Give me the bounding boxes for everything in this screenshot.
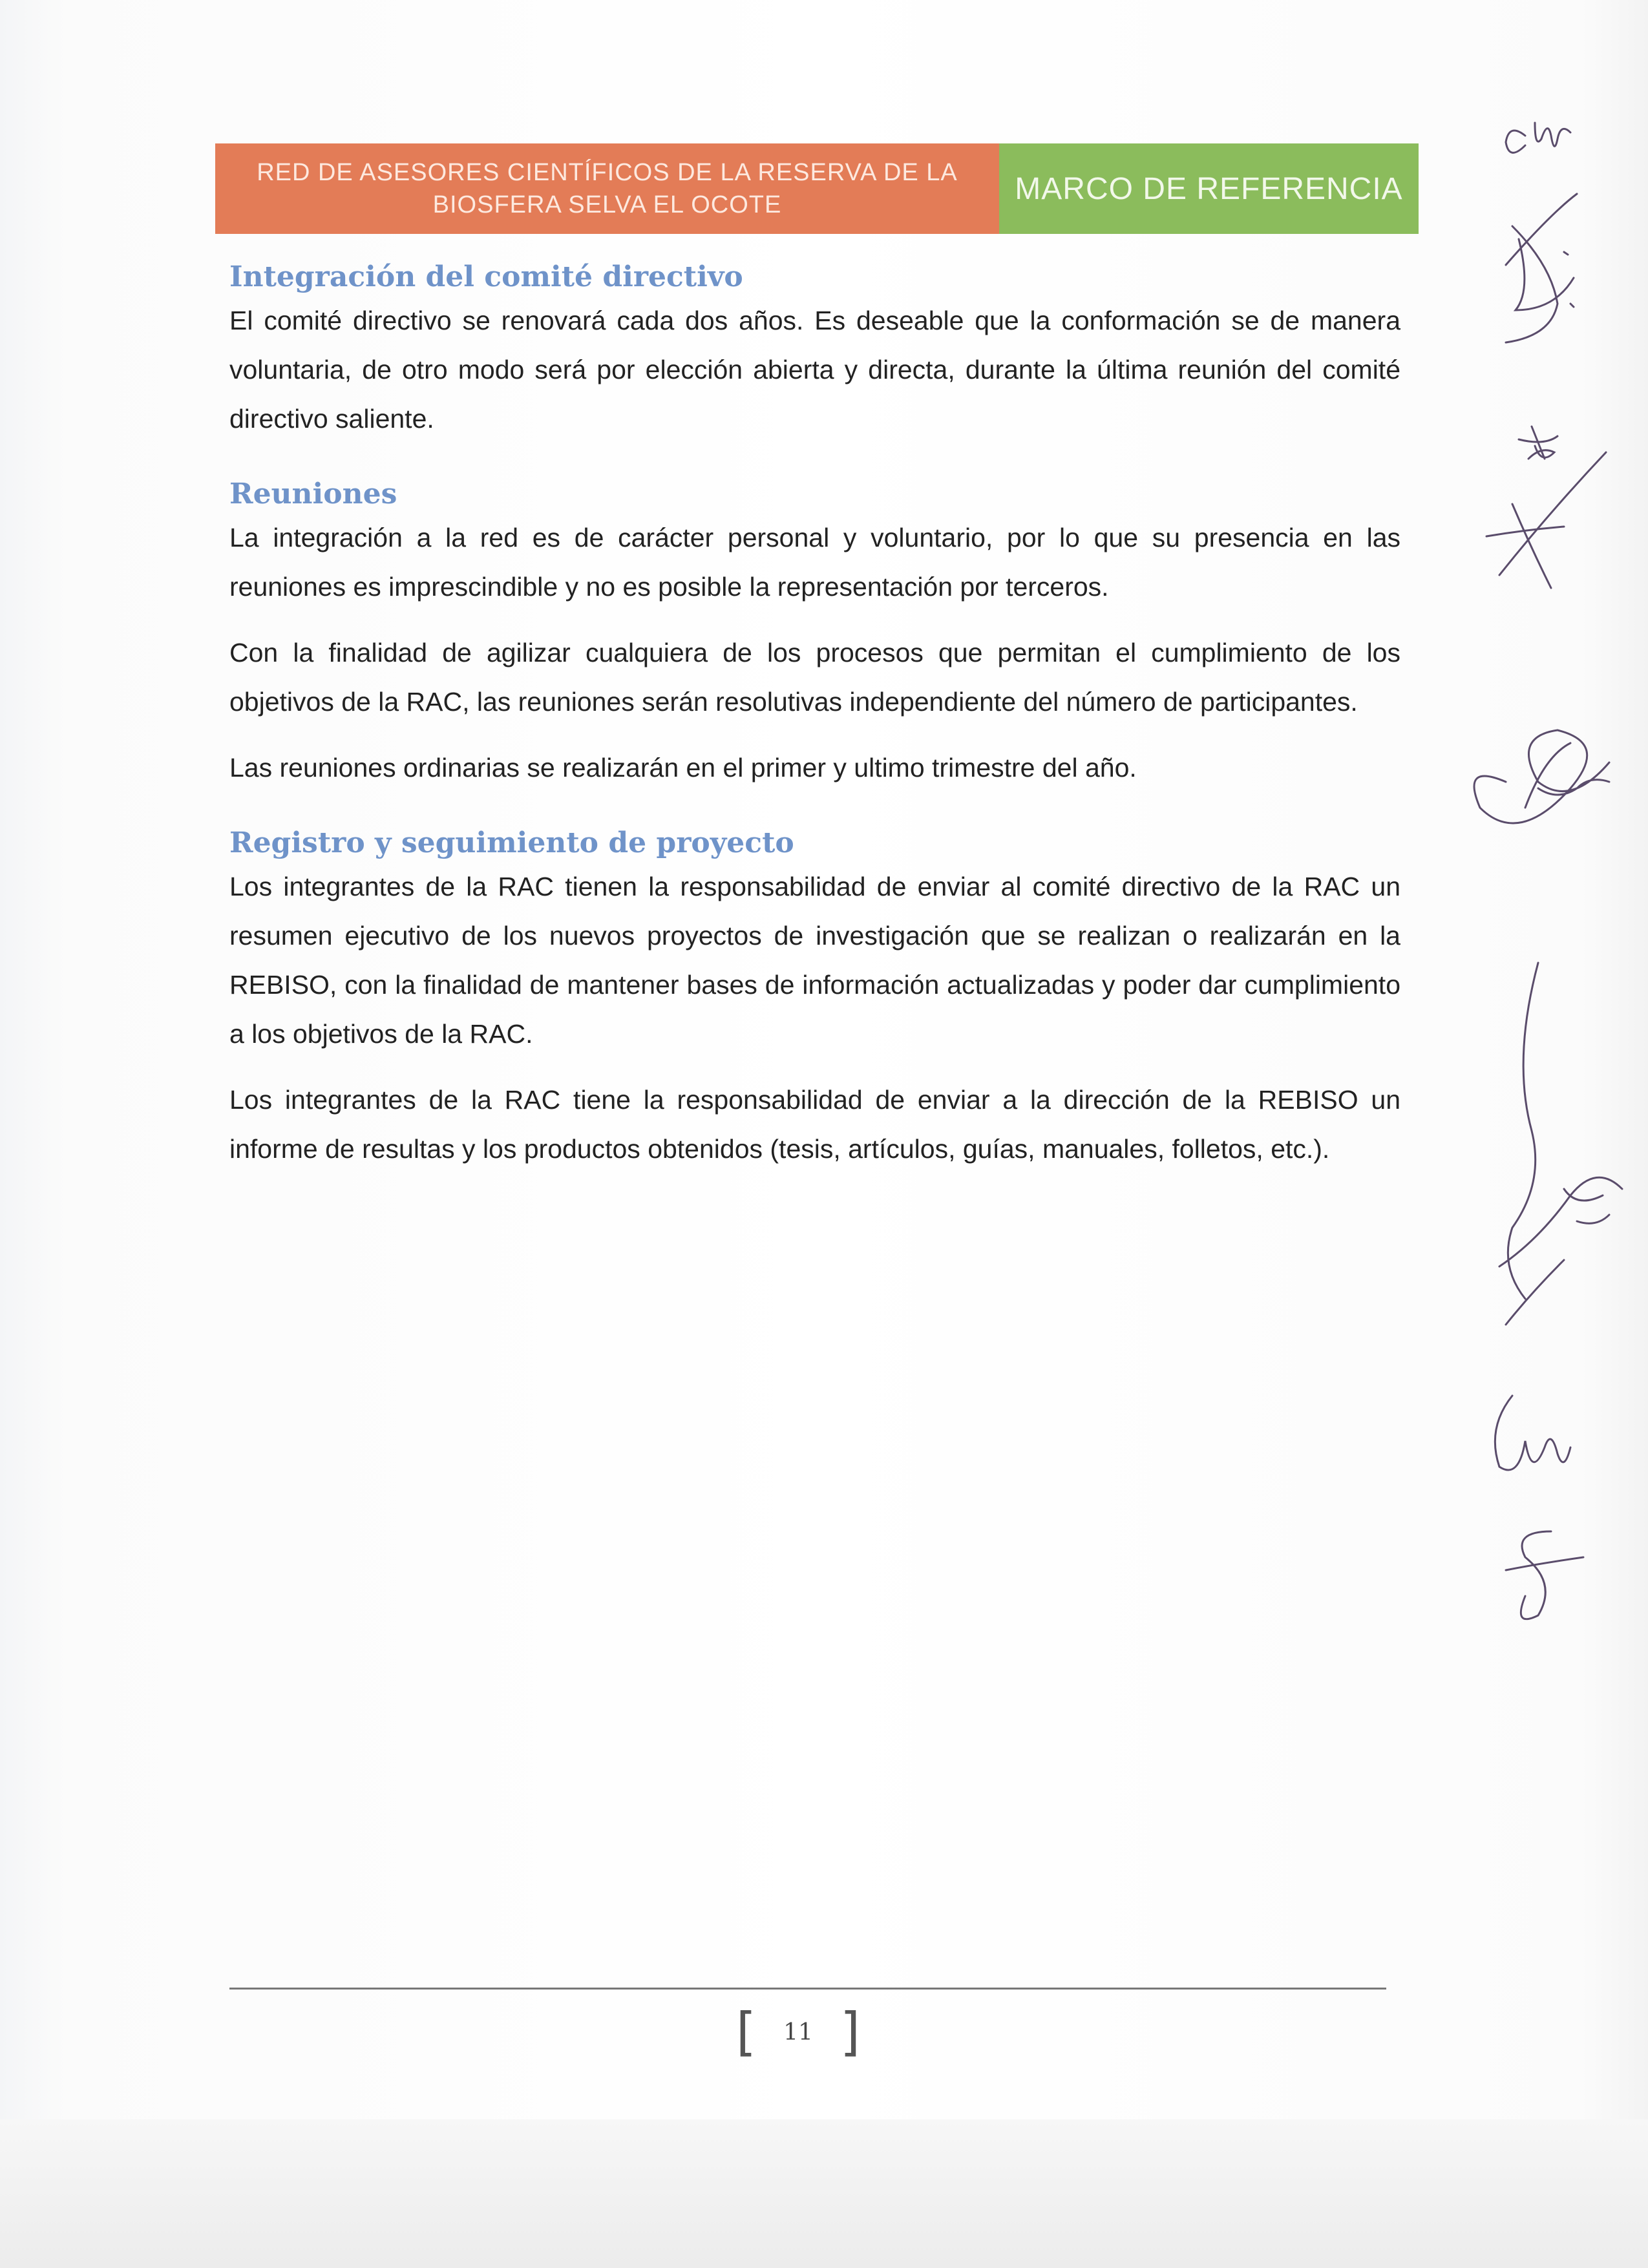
- signature-initials: [1506, 123, 1570, 152]
- section-registro-proyecto: [229, 824, 1400, 1173]
- paragraph: Los integrantes de la RAC tienen la responsabilidad de enviar al comité directivo de la RAC un resumen ejecutivo de los nuevos proyectos de investigación que se realizan o realizarán en la REBISO, con la finalidad de mantener bases de información actualizadas y poder dar cumplimiento a los objetivos de la RAC.: [229, 872, 1400, 1049]
- header-organization: [215, 143, 999, 234]
- footer-divider: [229, 1988, 1386, 1990]
- signature-cross: [1486, 452, 1606, 588]
- paragraph: El comité directivo se renovará cada dos años. Es deseable que la conformación se de manera voluntaria, de otro modo será por elección abierta y directa, durante la última reunión del comité directivo saliente.: [229, 306, 1400, 434]
- paragraph: Las reuniones ordinarias se realizarán en el primer y ultimo trimestre del año.: [229, 753, 1137, 782]
- signature-long: [1499, 963, 1622, 1325]
- signature-scribble: [1506, 194, 1577, 342]
- section-heading: Integración del comité directivo: [229, 260, 743, 293]
- section-comite-directivo: [229, 258, 1400, 443]
- document-body: [229, 258, 1400, 1173]
- signature-am: [1495, 1396, 1570, 1470]
- section-heading: Reuniones: [229, 478, 397, 510]
- header-section-title: MARCO DE REFERENCIA: [999, 143, 1419, 234]
- left-bracket-icon: [: [735, 2002, 757, 2062]
- header-organization-line2: BIOSFERA SELVA EL OCOTE: [432, 191, 782, 218]
- right-bracket-icon: ]: [840, 2002, 861, 2062]
- paragraph: Con la finalidad de agilizar cualquiera de los procesos que permitan el cumplimiento de los objetivos de la RAC, las reuniones serán resolutivas independiente del número de participantes.: [229, 638, 1400, 717]
- signature-s: [1506, 1531, 1583, 1619]
- paragraph: La integración a la red es de carácter personal y voluntario, por lo que su presencia en las reuniones es imprescindible y no es posible la representación por terceros.: [229, 523, 1400, 602]
- header-organization-line1: RED DE ASESORES CIENTÍFICOS DE LA RESERVA DE LA: [257, 159, 958, 186]
- page-header: [215, 143, 1419, 234]
- section-reuniones: [229, 476, 1400, 792]
- paragraph: Los integrantes de la RAC tiene la responsabilidad de enviar a la dirección de la REBISO un informe de resultas y los productos obtenidos (tesis, artículos, guías, manuales, folletos, etc.).: [229, 1085, 1400, 1164]
- page-number: [730, 2003, 866, 2061]
- handwritten-signatures: [1409, 58, 1648, 1674]
- scanner-margin: [0, 2119, 1648, 2268]
- signature-mark: [1519, 426, 1558, 459]
- signature-loop: [1474, 730, 1609, 823]
- page-number-text: 11: [783, 2019, 813, 2046]
- section-heading: Registro y seguimiento de proyecto: [229, 826, 794, 859]
